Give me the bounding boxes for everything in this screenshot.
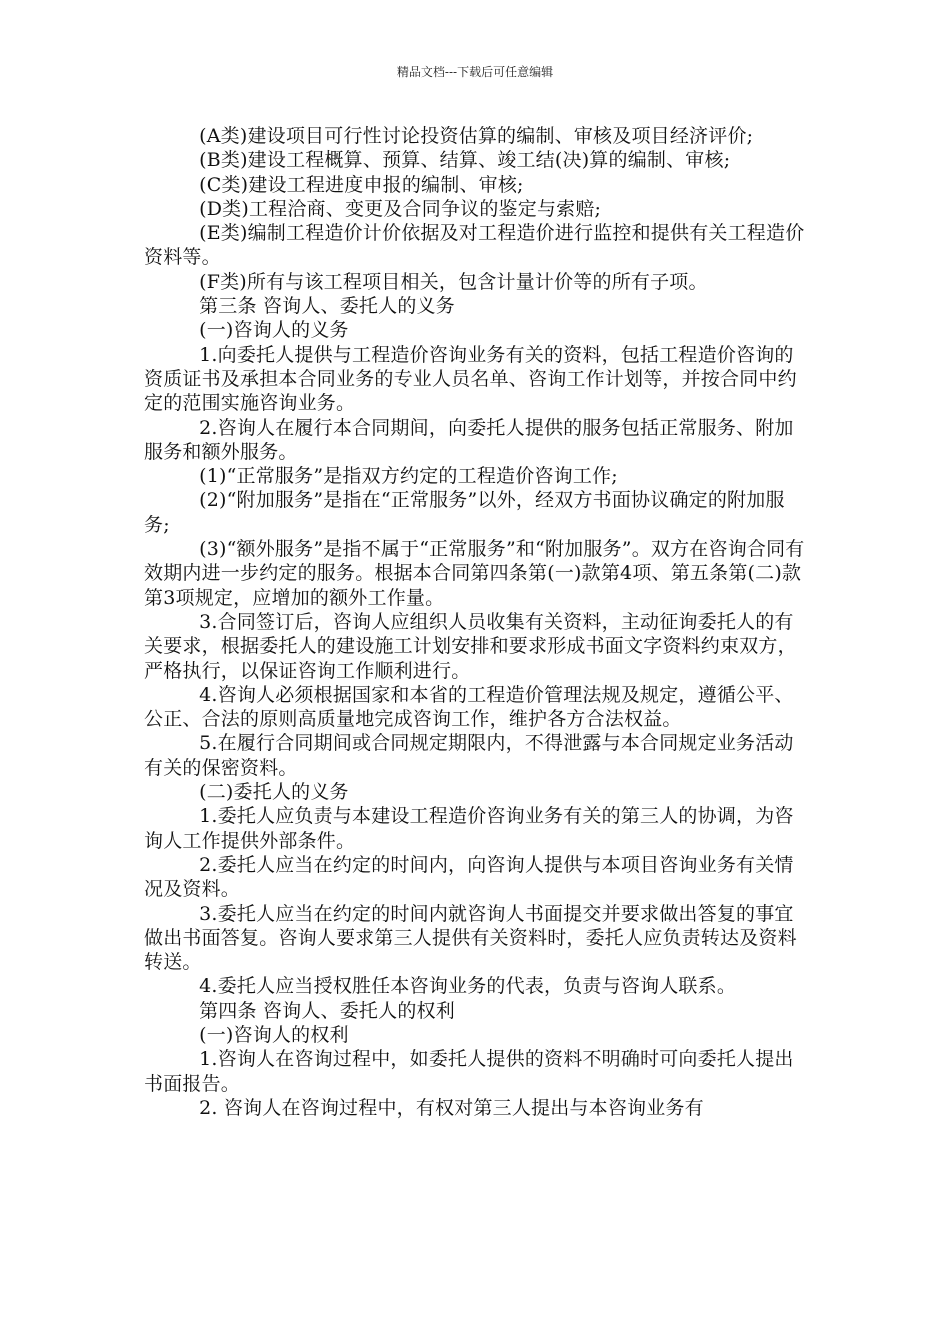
paragraph: (D类)工程洽商、变更及合同争议的鉴定与索赔; xyxy=(199,197,602,220)
paragraph: (3)“额外服务”是指不属于“正常服务”和“附加服务”。双方在咨询合同有效期内进一步约定的服务。根据本合同第四条第(一)款第4项、第五条第(二)款第3项规定，应增加的额外工作量。 xyxy=(144,538,805,609)
paragraph: (A类)建设项目可行性讨论投资估算的编制、审核及项目经济评价; xyxy=(199,125,754,147)
section-heading: 第四条 咨询人、委托人的权利 xyxy=(199,999,455,1022)
paragraph: (F类)所有与该工程项目相关，包含计量计价等的所有子项。 xyxy=(199,270,708,293)
document-body xyxy=(144,124,810,1120)
paragraph: 3.委托人应当在约定的时间内就咨询人书面提交并要求做出答复的事宜做出书面答复。咨询人要求第三人提供有关资料时，委托人应负责转达及资料转送。 xyxy=(144,902,797,974)
paragraph: 3.合同签订后，咨询人应组织人员收集有关资料，主动征询委托人的有关要求，根据委托人的建设施工计划安排和要求形成书面文字资料约束双方，严格执行，以保证咨询工作顺利进行。 xyxy=(144,610,797,682)
paragraph: (C类)建设工程进度申报的编制、审核; xyxy=(199,173,524,196)
paragraph: 1.委托人应负责与本建设工程造价咨询业务有关的第三人的协调，为咨询人工作提供外部条件。 xyxy=(144,805,794,852)
subsection-heading: (一)咨询人的权利 xyxy=(199,1023,349,1046)
paragraph: 4.咨询人必须根据国家和本省的工程造价管理法规及规定，遵循公平、公正、合法的原则高质量地完成咨询工作，维护各方合法权益。 xyxy=(144,683,794,731)
paragraph: 1.向委托人提供与工程造价咨询业务有关的资料，包括工程造价咨询的资质证书及承担本合同业务的专业人员名单、咨询工作计划等，并按合同中约定的范围实施咨询业务。 xyxy=(144,343,797,415)
paragraph: (E类)编制工程造价计价依据及对工程造价进行监控和提供有关工程造价资料等。 xyxy=(144,222,805,269)
paragraph: 1.咨询人在咨询过程中，如委托人提供的资料不明确时可向委托人提出书面报告。 xyxy=(144,1048,794,1095)
section-heading: 第三条 咨询人、委托人的义务 xyxy=(199,295,455,318)
paragraph: 4.委托人应当授权胜任本咨询业务的代表，负责与咨询人联系。 xyxy=(199,975,737,998)
paragraph: (B类)建设工程概算、预算、结算、竣工结(决)算的编制、审核; xyxy=(199,149,731,172)
page-header: 精品文档---下载后可任意编辑 xyxy=(396,65,554,79)
paragraph: (2)“附加服务”是指在“正常服务”以外，经双方书面协议确定的附加服务; xyxy=(144,489,785,536)
paragraph: 2. 咨询人在咨询过程中，有权对第三人提出与本咨询业务有 xyxy=(199,1096,704,1119)
paragraph: 2.咨询人在履行本合同期间，向委托人提供的服务包括正常服务、附加服务和额外服务。 xyxy=(144,416,794,463)
paragraph: 5.在履行合同期间或合同规定期限内，不得泄露与本合同规定业务活动有关的保密资料。 xyxy=(144,732,794,779)
subsection-heading: (一)咨询人的义务 xyxy=(199,319,349,342)
subsection-heading: (二)委托人的义务 xyxy=(199,781,349,804)
paragraph: 2.委托人应当在约定的时间内，向咨询人提供与本项目咨询业务有关情况及资料。 xyxy=(144,853,794,901)
paragraph: (1)“正常服务”是指双方约定的工程造价咨询工作; xyxy=(199,465,618,488)
